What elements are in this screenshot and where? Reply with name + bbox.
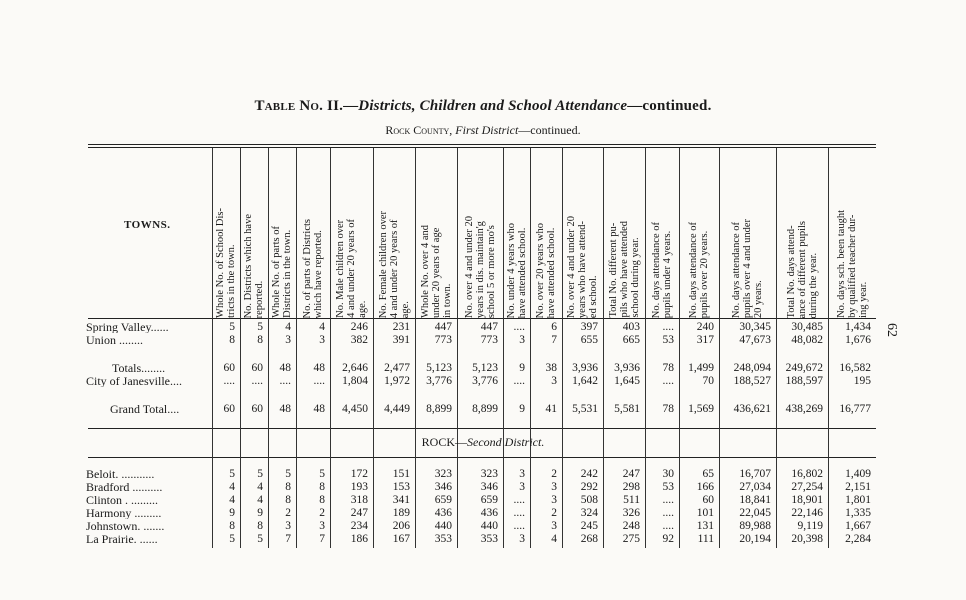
table-cell: 5,581 [614,403,640,415]
table-cell: 1,801 [845,494,871,506]
table-cell: 292 [580,481,598,493]
table-cell: 1,645 [614,375,640,387]
table-cell: 391 [392,334,410,346]
table-cell: 298 [622,481,640,493]
table-cell: 3,776 [426,375,452,387]
table-cell: 7 [285,533,291,545]
table-cell: 60 [702,494,714,506]
table-cell: 323 [434,468,452,480]
table-cell: 246 [350,321,368,333]
table-cell: 4,450 [342,403,368,415]
table-cell: .... [513,375,525,387]
table-cell: 275 [622,533,640,545]
table-cell: 3 [551,481,557,493]
table-cell: 48 [279,403,291,415]
table-row [0,334,966,346]
column-header-label: No. days attendance of pupils over 20 years. [688,221,710,318]
table-cell: 3,936 [614,362,640,374]
table-cell: 20,194 [739,533,771,545]
town-name: La Prairie. ...... [86,533,158,545]
town-name: Clinton . ......... [86,494,159,506]
table-cell: 323 [480,468,498,480]
table-cell: 2,477 [384,362,410,374]
column-header-label: No. under 4 years who have attended school. [505,222,528,318]
table-cell: .... [251,375,263,387]
table-cell: 5 [257,468,263,480]
table-cell: 8 [229,334,235,346]
column-header-label: No. of parts of Districts which have reported. [302,218,324,318]
table-cell: 65 [702,468,714,480]
table-cell: 1,804 [342,375,368,387]
table-cell: 193 [350,481,368,493]
table-cell: 346 [434,481,452,493]
table-cell: 89,988 [739,520,771,532]
column-header [679,148,719,318]
table-rule [88,457,876,458]
table-cell: 3 [551,375,557,387]
table-row [0,403,966,415]
table-cell: 172 [350,468,368,480]
table-cell: .... [279,375,291,387]
table-cell: 382 [350,334,368,346]
table-cell: 4 [257,481,263,493]
table-cell: 247 [350,507,368,519]
column-header [828,148,876,318]
table-cell: 167 [392,533,410,545]
table-cell: 4 [551,533,557,545]
table-cell: 440 [434,520,452,532]
table-cell: 3 [519,468,525,480]
section-label [0,435,966,450]
town-name: Spring Valley...... [86,321,169,333]
table-subtitle [0,123,966,138]
column-header [530,148,562,318]
column-header [296,148,330,318]
table-cell: 659 [480,494,498,506]
column-header [645,148,679,318]
column-header [603,148,645,318]
table-cell: 326 [622,507,640,519]
table-cell: .... [513,507,525,519]
town-name: Harmony ......... [86,507,162,519]
town-name: Johnstown. ....... [86,520,165,532]
table-cell: 4 [229,494,235,506]
table-cell: 9 [519,403,525,415]
table-cell: .... [513,321,525,333]
town-name: Grand Total.... [110,403,180,415]
table-cell: 41 [545,403,557,415]
table-cell: 3 [285,520,291,532]
table-cell: 2 [551,507,557,519]
table-cell: 9 [519,362,525,374]
table-cell: 341 [392,494,410,506]
table-cell: 1,667 [845,520,871,532]
table-cell: 60 [223,403,235,415]
table-cell: 317 [696,334,714,346]
table-cell: 9,119 [797,520,823,532]
column-header-label: Whole No. over 4 and under 20 years of age in town. [419,224,453,318]
column-header [776,148,828,318]
table-cell: .... [662,494,674,506]
table-cell: 3 [319,520,325,532]
table-cell: 48 [313,403,325,415]
table-cell: 5 [257,533,263,545]
table-cell: .... [662,321,674,333]
table-cell: 4 [319,321,325,333]
table-cell: 436,621 [733,403,771,415]
column-header-label: No. Female children over 4 and under 20 years of age. [377,210,411,318]
table-cell: 1,434 [845,321,871,333]
table-cell: 153 [392,481,410,493]
table-cell: 3 [551,494,557,506]
table-cell: 188,527 [733,375,771,387]
table-cell: .... [223,375,235,387]
column-header-label: No. Male children over 4 and under 20 years of age. [335,219,368,318]
table-cell: .... [662,520,674,532]
table-cell: 2 [551,468,557,480]
table-cell: 397 [580,321,598,333]
table-cell: 8 [257,520,263,532]
table-cell: 3 [519,481,525,493]
table-cell: 3 [519,334,525,346]
section-county: ROCK— [421,435,467,449]
table-cell: 1,409 [845,468,871,480]
subtitle-continued: —continued. [518,123,581,137]
table-cell: 8,899 [426,403,452,415]
table-cell: 5,123 [426,362,452,374]
column-header-label: No. days sch. been taught by qualified teacher dur- ing year. [835,210,869,318]
column-header-label: No. over 4 and under 20 years in dis. maintain'g school 5 or more mo's [463,215,497,318]
table-row [0,375,966,387]
table-cell: 346 [480,481,498,493]
table-cell: 53 [662,334,674,346]
table-cell: 3,776 [472,375,498,387]
table-cell: 206 [392,520,410,532]
table-cell: 48,082 [791,334,823,346]
column-header [503,148,530,318]
column-header-label: No. over 20 years who have attended school. [535,222,557,318]
page-number: 62 [884,323,899,337]
table-cell: 5 [229,321,235,333]
table-cell: 508 [580,494,598,506]
table-cell: 1,335 [845,507,871,519]
table-cell: 20,398 [791,533,823,545]
table-cell: 4 [285,321,291,333]
table-cell: 8 [229,520,235,532]
table-cell: 248 [622,520,640,532]
table-cell: 8 [285,494,291,506]
table-cell: 22,146 [791,507,823,519]
table-cell: 447 [434,321,452,333]
column-header [212,148,240,318]
table-cell: 242 [580,468,598,480]
column-header [268,148,296,318]
table-cell: 5 [229,533,235,545]
table-cell: 8,899 [472,403,498,415]
table-cell: 5,123 [472,362,498,374]
table-cell: 3 [285,334,291,346]
table-cell: 27,254 [791,481,823,493]
table-cell: 511 [623,494,640,506]
column-header-label: Total No. different pu- pils who have attended school during year. [607,221,641,318]
table-cell: 70 [702,375,714,387]
table-row [0,520,966,532]
table-cell: 166 [696,481,714,493]
title-continued: —continued. [627,98,712,114]
table-cell: 22,045 [739,507,771,519]
table-cell: 324 [580,507,598,519]
column-header-label: No. days attendance of pupils under 4 years. [651,221,673,318]
table-cell: 353 [434,533,452,545]
table-cell: 8 [319,481,325,493]
table-cell: 48 [279,362,291,374]
table-cell: 773 [434,334,452,346]
town-name: Beloit. ........... [86,468,155,480]
table-cell: 353 [480,533,498,545]
table-cell: 438,269 [785,403,823,415]
table-cell: 1,499 [688,362,714,374]
table-cell: 186 [350,533,368,545]
table-cell: 188,597 [785,375,823,387]
table-cell: 27,034 [739,481,771,493]
table-cell: 16,802 [791,468,823,480]
table-cell: 447 [480,321,498,333]
column-header-label: No. over 4 and under 20 years who have attend- ed school. [566,215,599,318]
column-header-label: No. days attendance of pupils over 4 and under 20 years. [731,218,764,318]
table-cell: 60 [251,403,263,415]
table-cell: 7 [319,533,325,545]
table-cell: 231 [392,321,410,333]
table-rule [88,144,876,145]
table-cell: .... [513,494,525,506]
table-cell: 16,777 [839,403,871,415]
table-cell: 18,901 [791,494,823,506]
table-cell: 4 [257,494,263,506]
table-cell: 5,531 [572,403,598,415]
district-name: First District [455,123,519,137]
column-header [415,148,457,318]
table-cell: 773 [480,334,498,346]
table-cell: 3 [551,520,557,532]
column-header [562,148,603,318]
table-subject: Districts, Children and School Attendance [358,98,628,114]
table-cell: 111 [697,533,714,545]
table-cell: 1,676 [845,334,871,346]
table-cell: 2,646 [342,362,368,374]
column-header [373,148,415,318]
table-row [0,321,966,333]
table-cell: 247 [622,468,640,480]
table-cell: 151 [392,468,410,480]
table-cell: 436 [434,507,452,519]
table-cell: 3 [519,533,525,545]
table-title [0,98,966,115]
town-name: City of Janesville.... [86,375,182,387]
table-cell: 1,972 [384,375,410,387]
table-cell: 92 [662,533,674,545]
table-cell: 78 [662,362,674,374]
table-number: Table No. II. [254,98,344,114]
column-header [719,148,776,318]
table-cell: 268 [580,533,598,545]
table-cell: 249,672 [785,362,823,374]
table-cell: 16,582 [839,362,871,374]
county-name: Rock County, [385,123,453,137]
table-cell: 30 [662,468,674,480]
town-name: Bradford .......... [86,481,163,493]
table-cell: .... [313,375,325,387]
column-header [240,148,268,318]
table-cell: 8 [319,494,325,506]
table-cell: 2 [319,507,325,519]
table-cell: 655 [580,334,598,346]
table-cell: 1,642 [572,375,598,387]
table-row [0,507,966,519]
table-cell: .... [662,375,674,387]
table-row [0,468,966,480]
table-cell: 4,449 [384,403,410,415]
table-cell: 665 [622,334,640,346]
table-cell: 195 [853,375,871,387]
table-row [0,481,966,493]
table-cell: 53 [662,481,674,493]
table-cell: 6 [551,321,557,333]
towns-header: TOWNS. [124,219,171,231]
table-cell: 5 [319,468,325,480]
table-cell: 189 [392,507,410,519]
table-cell: 101 [696,507,714,519]
table-cell: 78 [662,403,674,415]
table-cell: 248,094 [733,362,771,374]
column-header [330,148,373,318]
table-cell: 4 [229,481,235,493]
table-cell: 240 [696,321,714,333]
table-cell: 2,284 [845,533,871,545]
table-cell: 318 [350,494,368,506]
table-cell: 5 [229,468,235,480]
table-cell: 403 [622,321,640,333]
table-cell: 16,707 [739,468,771,480]
table-cell: 7 [551,334,557,346]
column-header-label: Whole No. of parts of Districts in the town. [271,226,293,318]
section-district: Second District. [467,435,545,449]
table-row [0,494,966,506]
table-cell: 8 [257,334,263,346]
table-cell: 440 [480,520,498,532]
table-cell: 245 [580,520,598,532]
column-header-label: Whole No. of School Dis- tricts in the town. [215,208,237,318]
town-name: Totals........ [112,362,166,374]
column-header [457,148,503,318]
title-dash: — [343,98,359,114]
table-rule [88,428,876,429]
table-cell: 18,841 [739,494,771,506]
table-cell: 3 [319,334,325,346]
table-cell: 2 [285,507,291,519]
table-cell: 38 [545,362,557,374]
table-row [0,533,966,545]
table-cell: 2,151 [845,481,871,493]
table-cell: .... [662,507,674,519]
table-cell: 47,673 [739,334,771,346]
table-cell: 48 [313,362,325,374]
table-cell: .... [513,520,525,532]
table-cell: 60 [251,362,263,374]
table-cell: 8 [285,481,291,493]
table-cell: 659 [434,494,452,506]
table-cell: 30,485 [791,321,823,333]
table-cell: 3,936 [572,362,598,374]
table-cell: 5 [257,321,263,333]
table-cell: 60 [223,362,235,374]
table-cell: 9 [229,507,235,519]
table-cell: 234 [350,520,368,532]
table-cell: 436 [480,507,498,519]
table-cell: 9 [257,507,263,519]
table-cell: 5 [285,468,291,480]
column-header-label: No. Districts which have reported. [243,213,265,318]
column-header-label: Total No. days attend- ance of different pupils during the year. [785,220,819,318]
table-cell: 30,345 [739,321,771,333]
table-row [0,362,966,374]
town-name: Union ........ [86,334,143,346]
table-cell: 131 [696,520,714,532]
table-cell: 1,569 [688,403,714,415]
